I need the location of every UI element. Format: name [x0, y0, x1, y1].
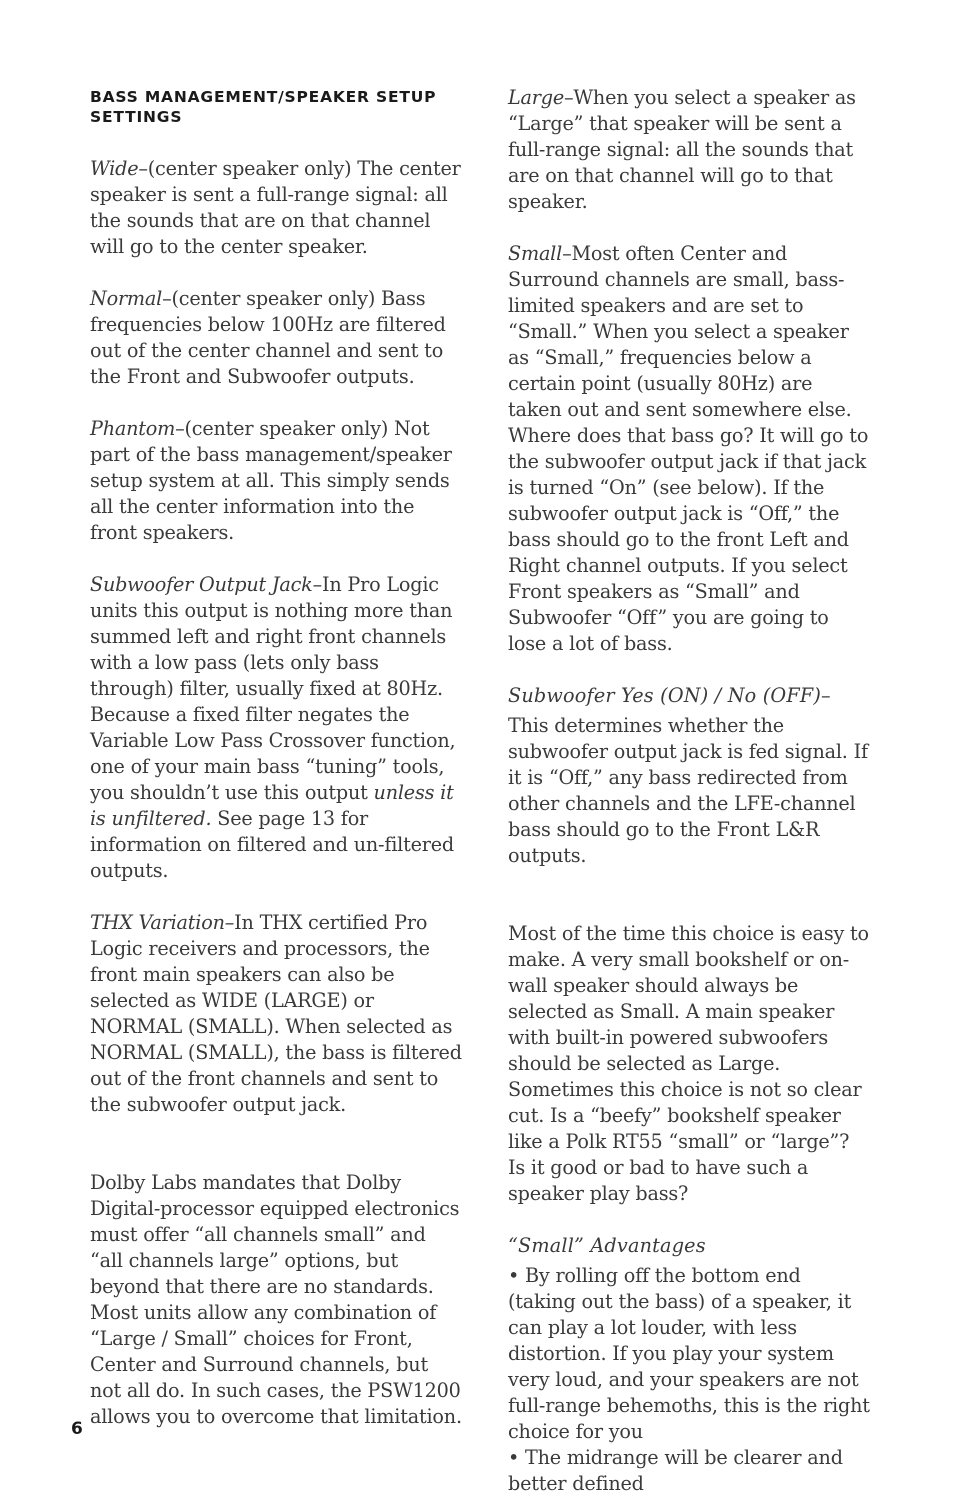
text-normal: –(center speaker only) Bass frequencies below 100Hz are filtered out of the center channel and sent to the Front and Subwoofer outputs. [90, 287, 446, 388]
term-normal: Normal [90, 287, 163, 310]
text-thx-variation: –In THX certified Pro Logic receivers and processors, the front main speakers can also be selected as WIDE (LARGE) or NORMAL (SMALL). When selected as NORMAL (SMALL), the bass is filtered out of the front channels and sent to the subwoofer output jack. [90, 911, 462, 1116]
term-subwoofer-output-jack: Subwoofer Output Jack [90, 573, 313, 596]
term-wide: Wide [90, 157, 139, 180]
text-subwoofer-output-jack-after: See page 13 for information on filtered and un-filtered outputs. [90, 807, 454, 882]
page-number: 6 [71, 1419, 83, 1439]
emphasis-unfiltered: unless it is unfiltered. [90, 781, 454, 830]
section-heading: BASS MANAGEMENT/SPEAKER SETUP SETTINGS [90, 88, 437, 126]
term-large: Large [508, 86, 564, 109]
text-subwoofer-output-jack: –In Pro Logic units this output is nothing more than summed left and right front channels with a low pass (lets only bass through) filter, usually fixed at 80Hz. Because a fixed filter negates the Variable Low Pass Crossover function, one of your main bass “tuning” tools, you shouldn’t use this output [90, 573, 456, 804]
paragraph-subwoofer-yes-no: This determines whether the subwoofer output jack is fed signal. If it is “Off,” any bass redirected from other channels and the LFE-channel bass should go to the Front L&R outputs. [508, 714, 868, 867]
term-phantom: Phantom [90, 417, 176, 440]
text-small: –Most often Center and Surround channels are small, bass-limited speakers and are set to “Small.” When you select a speaker as “Small,” frequencies below a certain point (usually 80Hz) are taken out and sent somewhere else. Where does that bass go? It will go to the subwoofer output jack if that jack is turned “On” (see below). If the subwoofer output jack is “Off,” the bass should go to the front Left and Right channel outputs. If you select Front speakers as “Small” and Subwoofer “Off” you are going to lose a lot of bass. [508, 242, 869, 655]
paragraph-dolby-labs: Dolby Labs mandates that Dolby Digital-processor equipped electronics must offer “all channels small” and “all channels large” options, but beyond that there are no standards. Most units allow any combination of “Large / Small” choices for Front, Center and Surround channels, but not all do. In such cases, the PSW1200 allows you to overcome that limitation. [90, 1171, 462, 1428]
paragraph-phantom [90, 416, 462, 546]
left-column [90, 85, 462, 1456]
paragraph-choice-easy: Most of the time this choice is easy to make. A very small bookshelf or on-wall speaker should always be selected as Small. A main speaker with built-in powered subwoofers should be selected as Large. Sometimes this choice is not so clear cut. Is a “beefy” bookshelf speaker like a Polk RT55 “small” or “large”? Is it good or bad to have such a speaker play bass? [508, 922, 869, 1205]
bullet-item: • By rolling off the bottom end (taking out the bass) of a speaker, it can play a lot louder, with less distortion. If you play your system very loud, and your speakers are not full-range behemoths, this is the right choice for you [508, 1264, 870, 1443]
subhead-small-advantages: “Small” Advantages [508, 1234, 706, 1257]
bullet-item: • The midrange will be clearer and better defined [508, 1446, 843, 1495]
term-small: Small [508, 242, 563, 265]
text-large: –When you select a speaker as “Large” that speaker will be sent a full-range signal: all the sounds that are on that channel will go to that speaker. [508, 86, 856, 213]
paragraph-thx-variation [90, 910, 462, 1118]
paragraph-normal [90, 286, 462, 390]
paragraph-small [508, 241, 870, 657]
term-thx-variation: THX Variation [90, 911, 225, 934]
right-column [508, 85, 870, 1497]
paragraph-large [508, 85, 870, 215]
text-wide: –(center speaker only) The center speaker is sent a full-range signal: all the sounds that are on that channel will go to the center speaker. [90, 157, 461, 258]
subhead-subwoofer-yes-no: Subwoofer Yes (ON) / No (OFF)– [508, 684, 831, 707]
paragraph-wide [90, 156, 462, 260]
paragraph-subwoofer-output-jack [90, 572, 462, 884]
text-phantom: –(center speaker only) Not part of the bass management/speaker setup system at all. This simply sends all the center information into the front speakers. [90, 417, 452, 544]
